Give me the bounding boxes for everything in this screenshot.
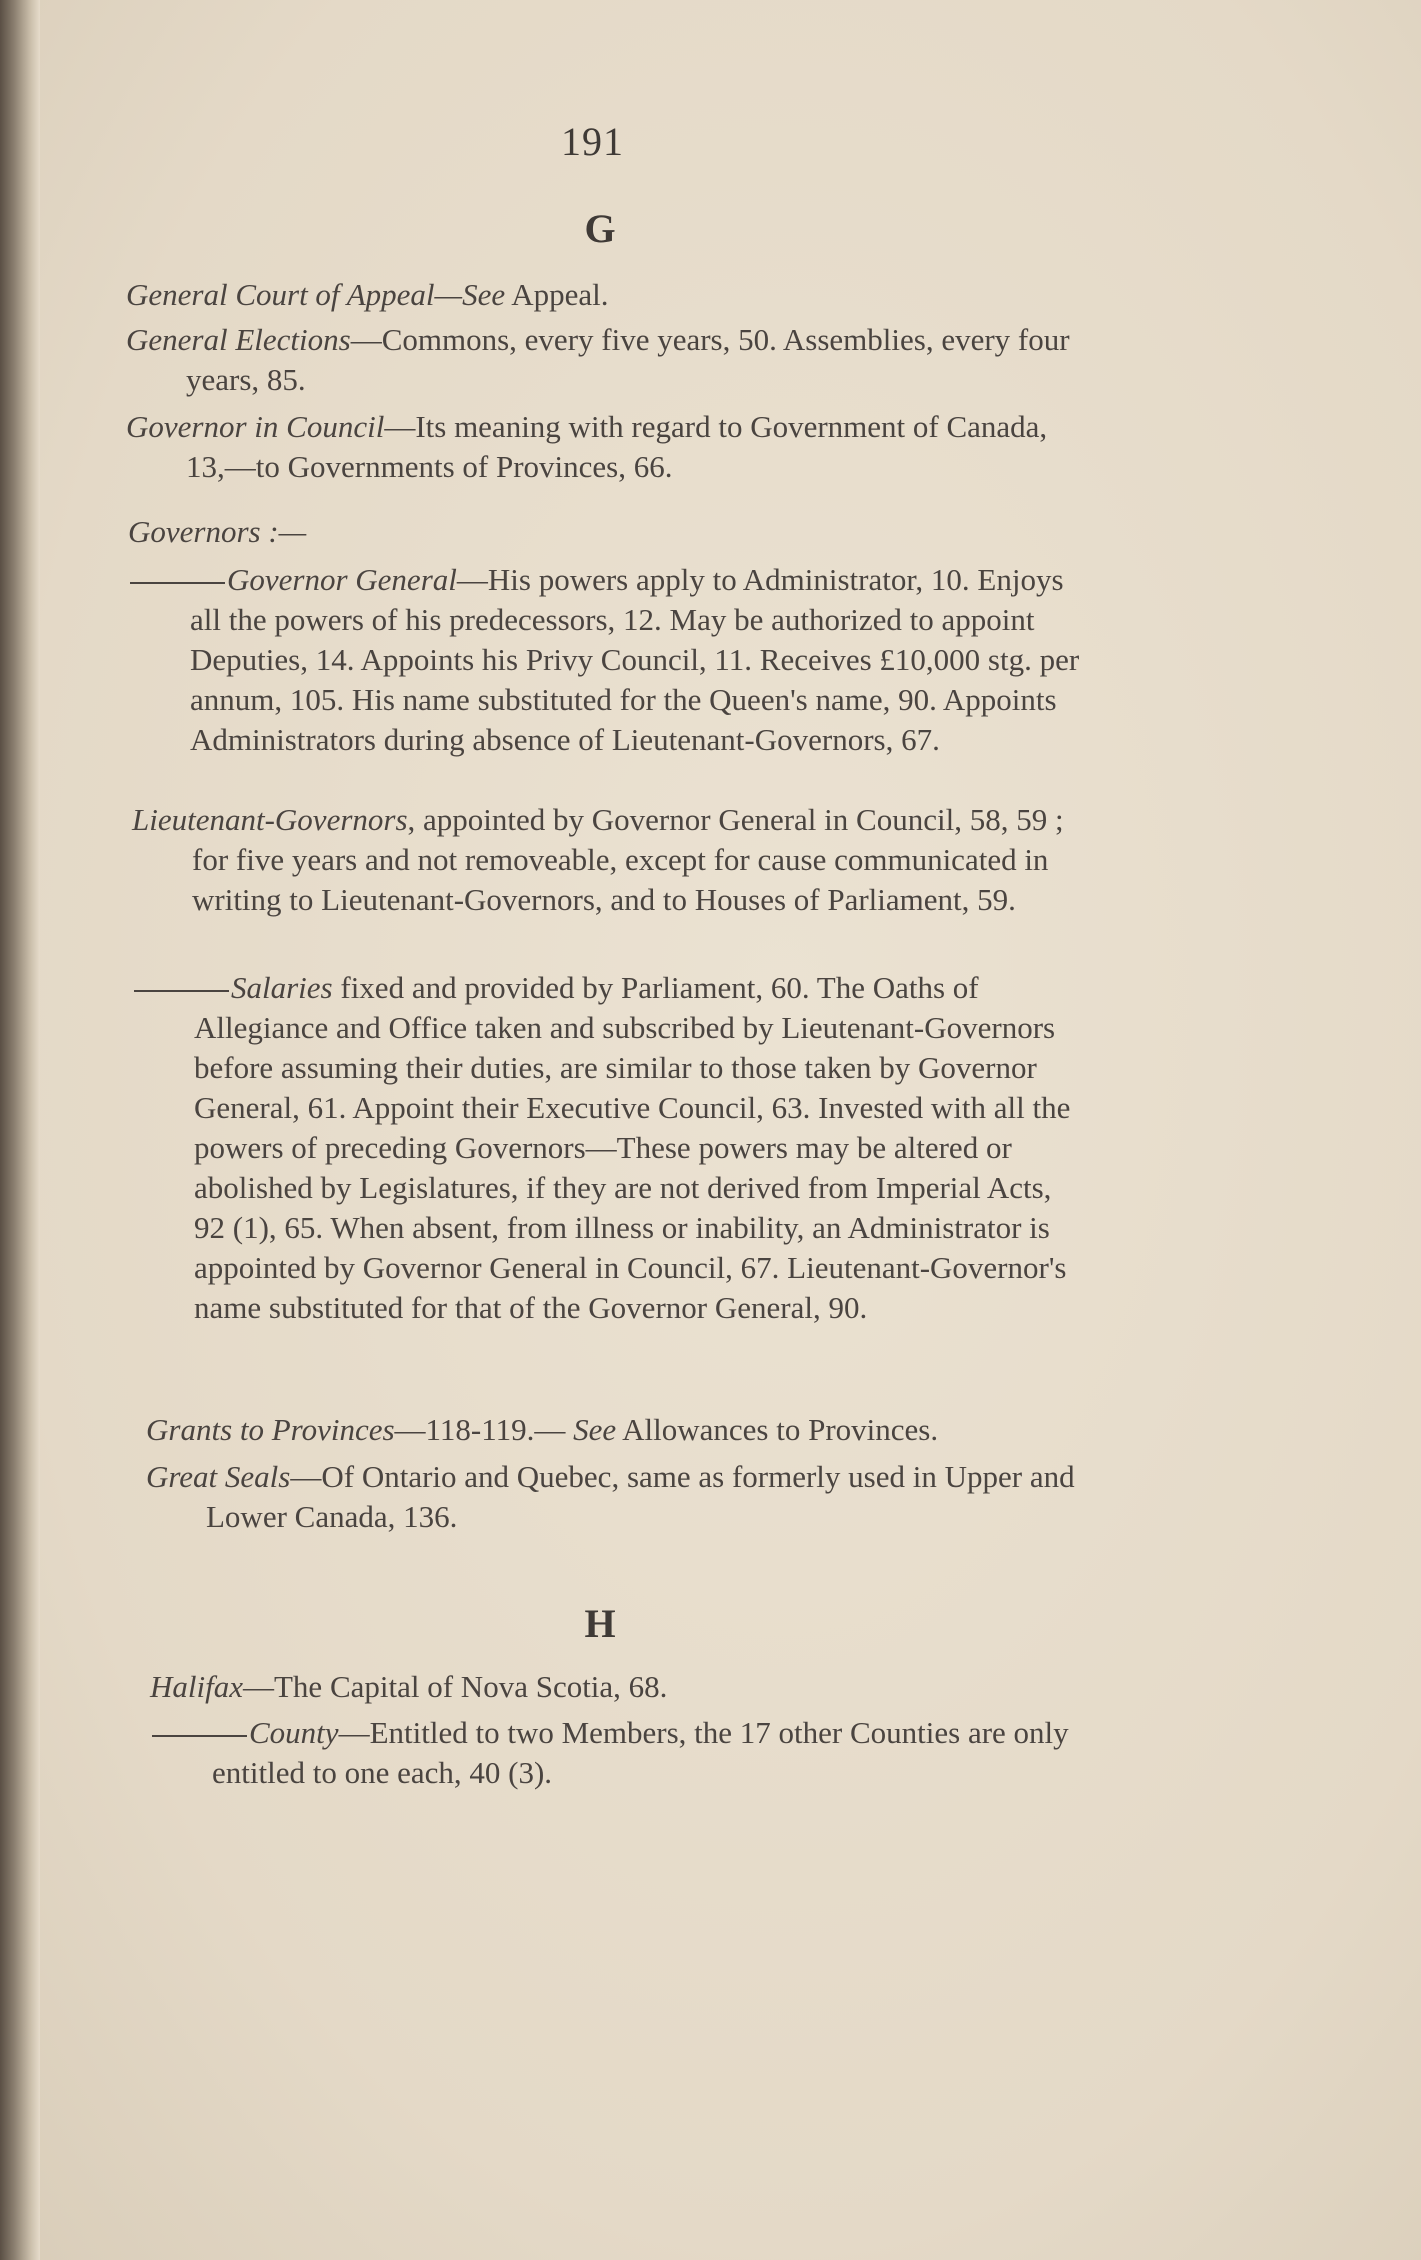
entry-text: —Commons, every five years, 50. Assemblies, every four years, 85. bbox=[186, 322, 1070, 397]
index-entry-general-court: General Court of Appeal—See Appeal. bbox=[126, 277, 609, 312]
section-heading-h: H bbox=[584, 1601, 616, 1646]
index-entry-governor-in-council bbox=[126, 407, 1076, 487]
entry-text: —118-119.— bbox=[394, 1412, 574, 1447]
entry-text: fixed and provided by Parliament, 60. The Oaths of Allegiance and Office taken and subscribed by Lieutenant-Governors before assuming their duties, are similar to those taken by Governor General, 61. Appoint their Executive Council, 63. Invested with all the powers of preceding Governors—These powers may be altered or abolished by Legislatures, if they are not derived from Imperial Acts, 92 (1), 65. When absent, from illness or inability, an Administrator is appointed by Governor General in Council, 67. Lieutenant-Governor's name substituted for that of the Governor General, 90. bbox=[194, 970, 1071, 1325]
entry-head: Halifax bbox=[150, 1669, 243, 1704]
index-entry-general-elections bbox=[126, 320, 1076, 400]
see-reference: See bbox=[462, 277, 506, 312]
entry-head: General Court of Appeal bbox=[126, 277, 435, 312]
entry-head: Lieutenant-Governors bbox=[132, 802, 408, 837]
page-number: 191 bbox=[561, 119, 624, 164]
entry-head: General Elections bbox=[126, 322, 351, 357]
entry-text: , appointed by Governor General in Council, 58, 59 ; for five years and not removeable, except for cause communicated in writing to Lieutenant-Governors, and to Houses of Parliament, 59. bbox=[192, 802, 1064, 917]
entry-text: —Entitled to two Members, the 17 other Counties are only entitled to one each, 40 (3). bbox=[212, 1715, 1069, 1790]
entry-head: Governor in Council bbox=[126, 409, 385, 444]
index-entry-governors bbox=[128, 512, 1078, 552]
entry-head: Grants to Provinces bbox=[146, 1412, 395, 1447]
entry-text: —His powers apply to Administrator, 10. Enjoys all the powers of his predecessors, 12. May be authorized to appoint Deputies, 14. Appoints his Privy Council, 11. Receives £10,000 stg. per annum, 105. His name substituted for the Queen's name, 90. Appoints Administrators during absence of Lieutenant-Governors, 67. bbox=[190, 562, 1080, 757]
entry-head: County bbox=[249, 1715, 339, 1750]
entry-head: Governors :— bbox=[128, 514, 307, 549]
entry-head: Governor General bbox=[227, 562, 457, 597]
index-entry-grants: Grants to Provinces—118-119.— See Allowances to Provinces. bbox=[146, 1412, 939, 1447]
entry-text: —Its meaning with regard to Government of Canada, 13,—to Governments of Provinces, 66. bbox=[186, 409, 1048, 484]
entry-text: —Of Ontario and Quebec, same as formerly used in Upper and Lower Canada, 136. bbox=[206, 1459, 1075, 1534]
index-entry-governor-general bbox=[130, 560, 1080, 760]
section-heading-g: G bbox=[584, 206, 616, 251]
index-entry-lieutenant-governors bbox=[132, 800, 1082, 920]
index-entry-county bbox=[152, 1713, 1102, 1793]
ditto-dash bbox=[134, 990, 229, 992]
entry-head: Great Seals bbox=[146, 1459, 291, 1494]
entry-text: —The Capital of Nova Scotia, 68. bbox=[243, 1669, 668, 1704]
index-entry-great-seals bbox=[146, 1457, 1096, 1537]
index-entry-salaries bbox=[134, 968, 1084, 1328]
ditto-dash bbox=[130, 582, 225, 584]
ditto-dash bbox=[152, 1735, 247, 1737]
see-reference: See bbox=[573, 1412, 617, 1447]
entry-text: Appeal. bbox=[505, 277, 609, 312]
index-entry-halifax bbox=[150, 1667, 1100, 1707]
entry-head: Salaries bbox=[231, 970, 333, 1005]
book-spine bbox=[0, 0, 40, 2260]
